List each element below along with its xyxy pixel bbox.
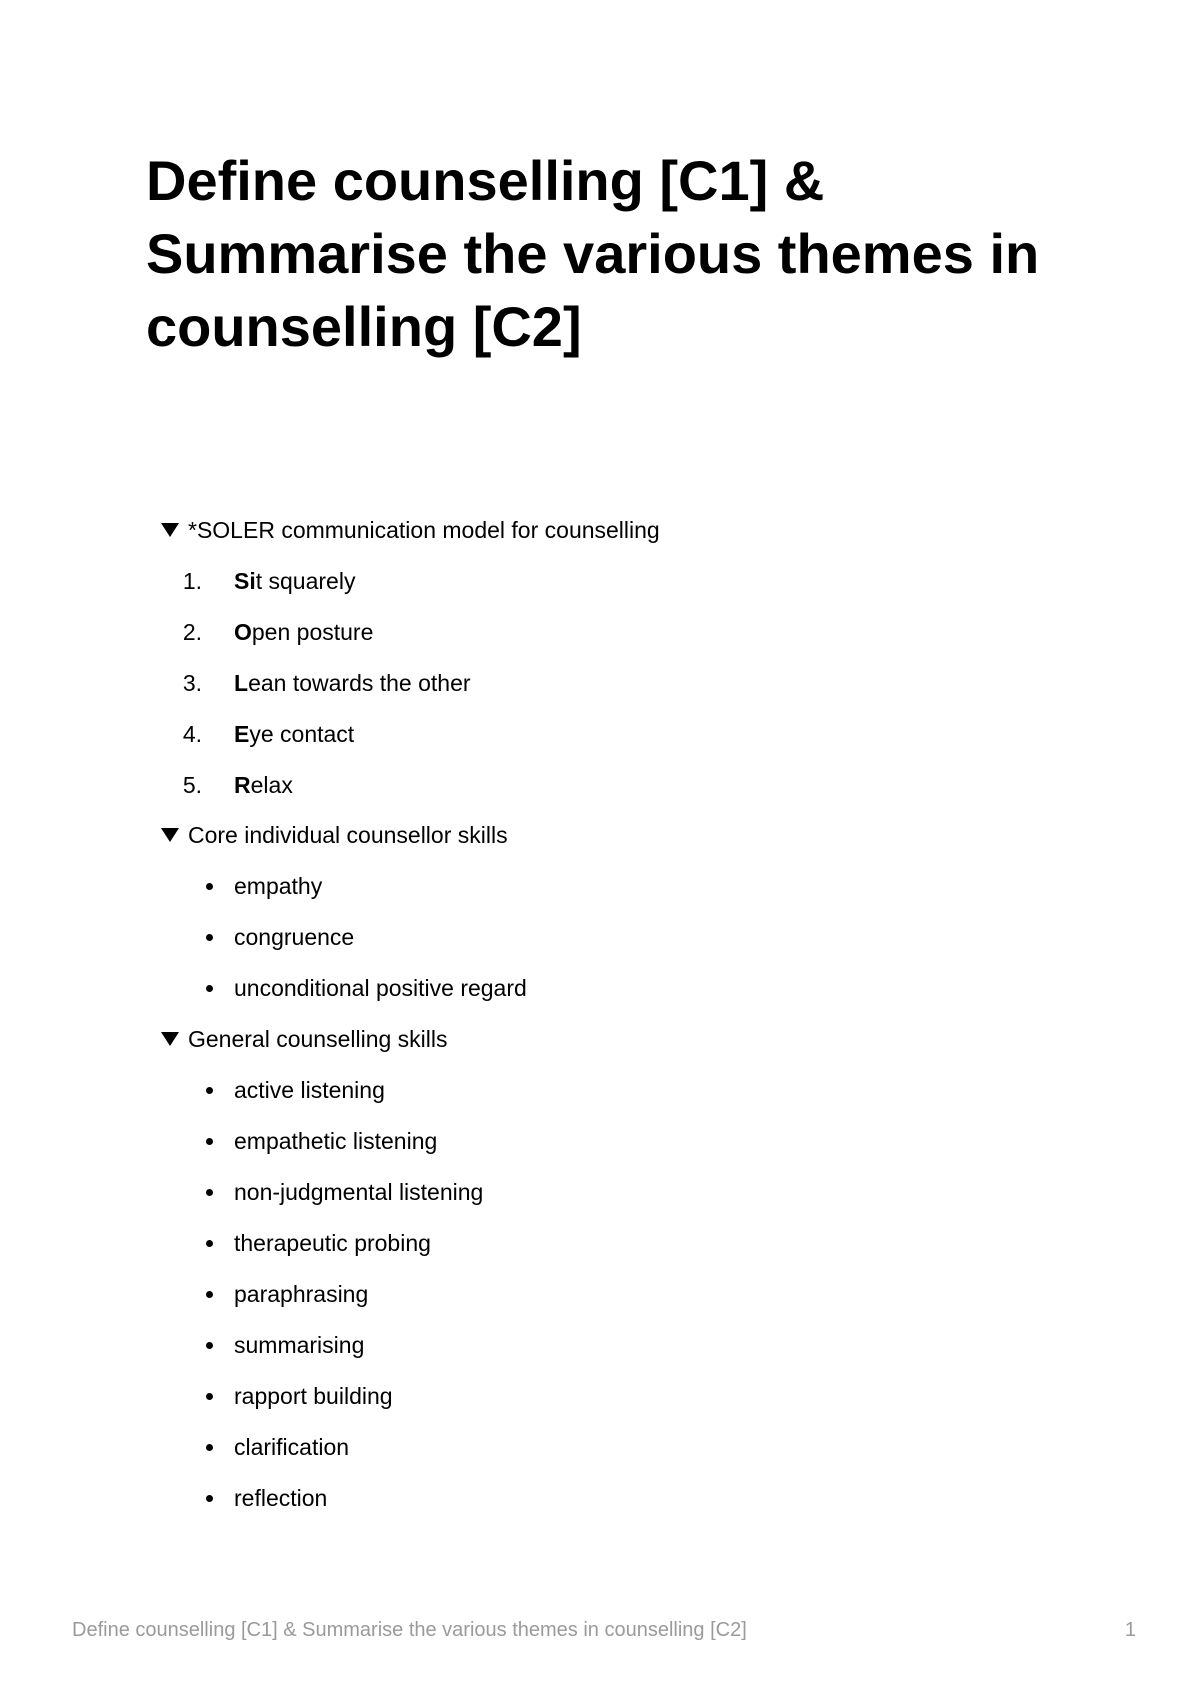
list-item-text: active listening	[234, 1077, 385, 1103]
acronym-letter: O	[234, 619, 252, 645]
bullet-dot-icon	[206, 1444, 213, 1451]
bullet-dot-icon	[206, 934, 213, 941]
list-item-text: paraphrasing	[234, 1281, 369, 1307]
page-number: 1	[1124, 1619, 1136, 1641]
acronym-letter: R	[234, 772, 251, 798]
list-number: 3.	[182, 670, 202, 696]
list-item-text: clarification	[234, 1434, 350, 1460]
list-item-text: empathy	[234, 873, 323, 899]
triangle-down-icon[interactable]	[160, 1022, 180, 1056]
toggle-heading: General counselling skills	[188, 1026, 448, 1052]
list-number: 5.	[182, 772, 202, 798]
list-item-text: reflection	[234, 1485, 328, 1511]
triangle-down-icon[interactable]	[160, 513, 180, 547]
bullet-dot-icon	[206, 1495, 213, 1502]
list-item-rest: ye contact	[249, 721, 355, 747]
list-item-rest: ean towards the other	[248, 670, 471, 696]
list-item-text: congruence	[234, 924, 355, 950]
bullet-dot-icon	[206, 1291, 213, 1298]
acronym-letter: E	[234, 721, 250, 747]
bullet-dot-icon	[206, 1138, 213, 1145]
list-item-text	[234, 768, 293, 802]
list-item-text: rapport building	[234, 1383, 393, 1409]
bullet-dot-icon	[206, 985, 213, 992]
list-item-text: non-judgmental listening	[234, 1179, 484, 1205]
bullet-dot-icon	[206, 1087, 213, 1094]
list-item-text: unconditional positive regard	[234, 975, 527, 1001]
list-number: 2.	[182, 619, 202, 645]
bullet-dot-icon	[206, 1393, 213, 1400]
list-item-text: empathetic listening	[234, 1128, 438, 1154]
triangle-down-icon[interactable]	[160, 818, 180, 852]
list-number: 4.	[182, 721, 202, 747]
footer-title: Define counselling [C1] & Summarise the various themes in counselling [C2]	[72, 1619, 747, 1641]
toggle-heading: *SOLER communication model for counselling	[188, 517, 660, 543]
list-item-text	[234, 717, 354, 751]
toggle-heading: Core individual counsellor skills	[188, 822, 508, 848]
list-item-text	[234, 615, 373, 649]
bullet-dot-icon	[206, 1189, 213, 1196]
acronym-letter: Si	[234, 568, 256, 594]
bullet-dot-icon	[206, 1342, 213, 1349]
list-item-rest: elax	[250, 772, 293, 798]
list-item-text: summarising	[234, 1332, 365, 1358]
list-item-text	[234, 564, 355, 598]
bullet-dot-icon	[206, 1240, 213, 1247]
list-item-rest: pen posture	[251, 619, 374, 645]
list-item-text	[234, 666, 471, 700]
acronym-letter: L	[234, 670, 249, 696]
list-item-rest: t squarely	[255, 568, 356, 594]
page-title: Define counselling [C1] & Summarise the various themes in counselling [C2]	[146, 149, 1040, 358]
list-number: 1.	[182, 568, 202, 594]
bullet-dot-icon	[206, 883, 213, 890]
list-item-text: therapeutic probing	[234, 1230, 431, 1256]
